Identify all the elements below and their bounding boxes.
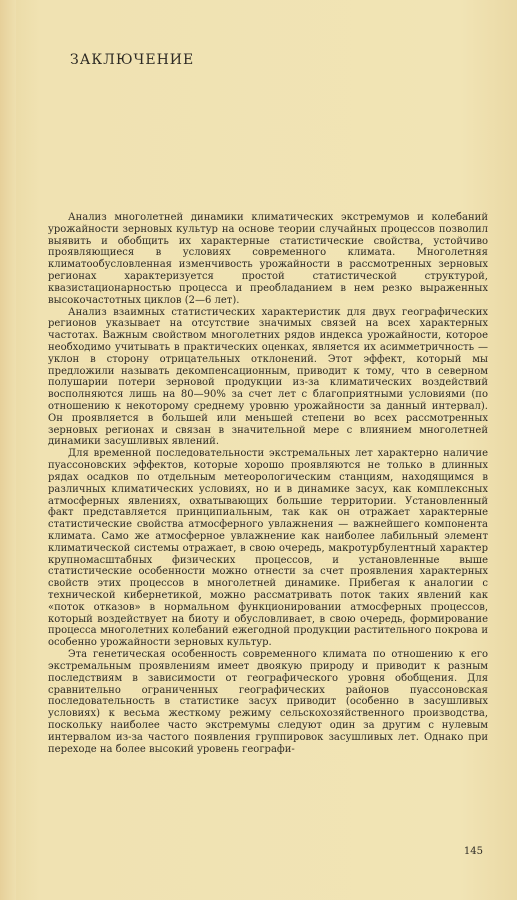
paragraph: Анализ взаимных статистических характеристик для двух географических регионов указывает на отсутствие значимых связей на всех характерных частотах. Важным свойством многолетних рядов индекса урожайности, которое необходимо учитывать в практических оценках, является их асимметричность — уклон в сторону отрицательных отклонений. Этот эффект, который мы предложили называть декомпенсационным, приводит к тому, что в северном полушарии потери зерновой продукции из-за климатических воздействий восполняются лишь на 80—90% за счет лет с благоприятными условиями (по отношению к некоторому среднему уровню урожайности за данный интервал). Он проявляется в большей или меньшей степени во всех рассмотренных зерновых регионах и связан в значительной мере с влиянием многолетней динамики засушливых явлений. (48, 306, 488, 448)
body-text (48, 212, 488, 755)
paragraph: Анализ многолетней динамики климатических экстремумов и колебаний урожайности зерновых культур на основе теории случайных процессов позволил выявить и обобщить их характерные статистические свойства, устойчиво проявляющиеся в условиях современного климата. Многолетняя климатообусловленная изменчивость урожайности в рассмотренных зерновых регионах характеризуется простой статистической структурой, квазистационарностью процесса и преобладанием в нем резко выраженных высокочастотных циклов (2—6 лет). (48, 212, 488, 306)
page-spine-shadow (0, 0, 16, 900)
chapter-heading: ЗАКЛЮЧЕНИЕ (70, 52, 195, 68)
paragraph: Для временной последовательности экстремальных лет характерно наличие пуассоновских эффектов, которые хорошо проявляются не только в длинных рядах осадков по отдельным метеорологическим станциям, находящимся в различных климатических условиях, но и в динамике засух, как комплексных атмосферных явлениях, охватывающих большие территории. Установленный факт представляется принципиальным, так как он отражает характерные статистические свойства атмосферного увлажнения — важнейшего компонента климата. Само же атмосферное увлажнение как наиболее лабильный элемент климатической системы отражает, в свою очередь, макротурбулентный характер крупномасштабных физических процессов, и установленные выше статистические особенности можно отнести за счет проявления характерных свойств этих процессов в многолетней динамике. Прибегая к аналогии с технической кибернетикой, можно рассматривать поток таких явлений как «поток отказов» в нормальном функционировании атмосферных процессов, который воздействует на биоту и обусловливает, в свою очередь, формирование процесса многолетних колебаний ежегодной продукции растительного покрова и особенно урожайности зерновых культур. (48, 448, 488, 649)
page-number: 145 (463, 846, 483, 857)
paragraph: Эта генетическая особенность современного климата по отношению к его экстремальным проявлениям имеет двоякую природу и приводит к разным последствиям в зависимости от географического уровня обобщения. Для сравнительно ограниченных географических районов пуассоновская последовательность в статистике засух приводит (особенно в засушливых условиях) к весьма жесткому режиму сельскохозяйственного производства, поскольку наиболее часто экстремумы следуют один за другим с нулевым интервалом из-за частого появления группировок засушливых лет. Однако при переходе на более высокий уровень географи- (48, 649, 488, 755)
